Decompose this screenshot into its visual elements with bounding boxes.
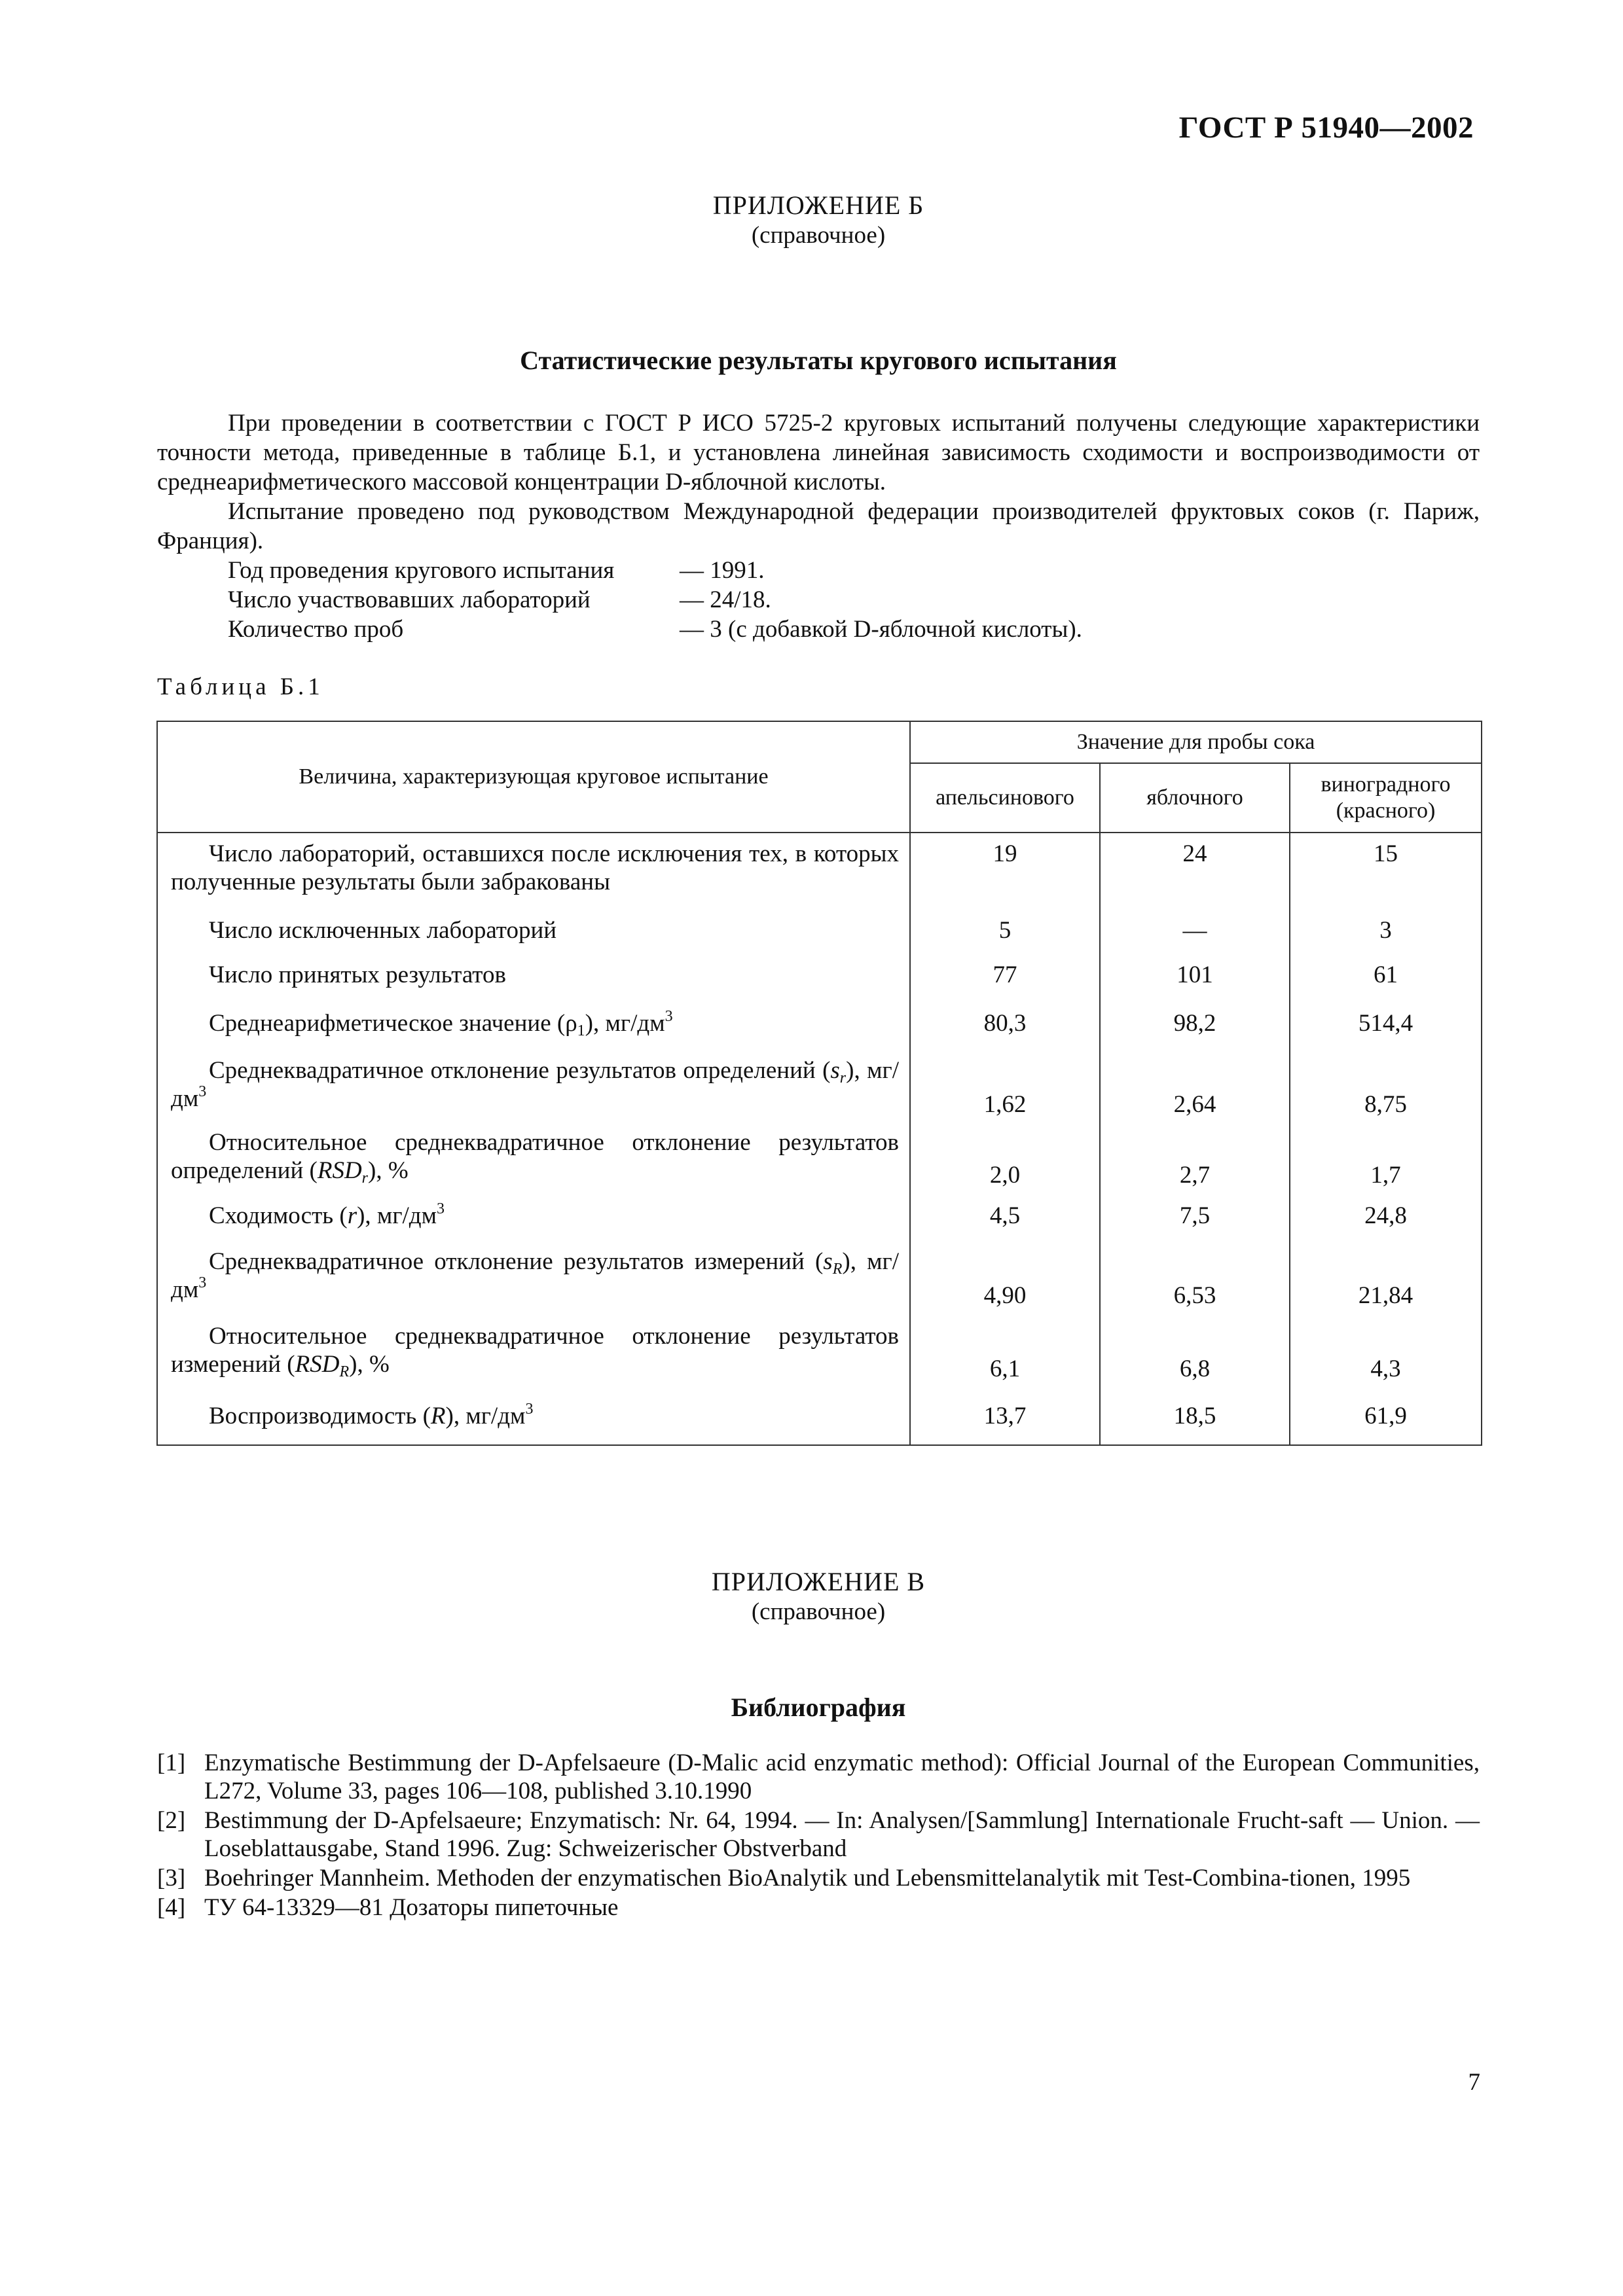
row-label-unit: ), мг/дм [171,1248,899,1303]
table-cell: 24,8 [1290,1193,1482,1238]
appendix-b-title: ПРИЛОЖЕНИЕ Б [712,190,924,220]
table-cell: 3 [1290,908,1482,952]
table-cell: 77 [910,952,1100,997]
appendix-v-subtitle: (справочное) [751,1598,886,1625]
row-label-unit: ), % [349,1351,390,1378]
table-cell: 8,75 [1290,1049,1482,1120]
table-row [157,952,1482,997]
section-title-bibliography: Библиография [731,1693,906,1722]
table-cell: 24 [1100,833,1290,908]
page-number: 7 [1468,2069,1480,2096]
bib-text: Enzymatische Bestimmung der D-Apfelsaeure (D-Malic acid enzymatic method): Official Journal of the European Communities, L272, Volume 33, pages 106—108, published 3.10.1990 [204,1749,1480,1804]
row-label-subscript: R [339,1363,350,1380]
table-cell: 2,7 [1100,1120,1290,1193]
fact-value: — 3 (с добавкой D-яблочной кислоты). [680,616,1082,643]
table-cell: 2,64 [1100,1049,1290,1120]
row-label [157,1049,910,1120]
table-row [157,833,1482,908]
row-label-text: Число лабораторий, оставшихся после исключения тех, в которых полученные результаты были забракованы [171,840,899,895]
row-label-unit: ), % [368,1157,409,1184]
fact-label: Число участвовавших лабораторий [228,586,591,613]
table-cell: 101 [1100,952,1290,997]
list-item [157,1893,1480,1922]
row-label-superscript: 3 [198,1083,207,1100]
table-cell: 6,1 [910,1314,1100,1387]
fact-value: — 1991. [680,557,765,584]
appendix-v-title: ПРИЛОЖЕНИЕ В [711,1567,926,1596]
paragraph-organizer [157,497,1480,556]
list-item [157,1864,1480,1892]
row-label-text: Число исключенных лабораторий [209,916,557,944]
table-cell: 80,3 [910,997,1100,1049]
table-cell: 4,5 [910,1193,1100,1238]
table-cell: 61 [1290,952,1482,997]
row-label-text: Среднеквадратичное отклонение результатов измерений ( [209,1248,824,1275]
table-cell: 13,7 [910,1387,1100,1445]
row-label [157,1387,910,1445]
row-label-text: Воспроизводимость ( [209,1402,431,1429]
table-row [157,997,1482,1049]
table-cell: 15 [1290,833,1482,908]
header-col-grape: виноградного (красного) [1290,763,1482,833]
table-cell: 6,8 [1100,1314,1290,1387]
bib-number: [4] [157,1894,186,1921]
row-label-unit: ), мг/дм [585,1009,665,1037]
table-cell: 5 [910,908,1100,952]
bib-number: [3] [157,1865,186,1892]
row-label-text: Число принятых результатов [209,961,506,988]
fact-label: Количество проб [228,616,404,643]
table-row [157,1387,1482,1445]
row-label-symbol: r [347,1202,357,1229]
row-label-text: Относительное среднеквадратичное отклонение результатов измерений ( [171,1323,899,1378]
row-label-text: Сходимость ( [209,1202,348,1229]
row-label [157,1120,910,1193]
table-cell: 4,3 [1290,1314,1482,1387]
paragraph-intro-text: При проведении в соответствии с ГОСТ Р ИСО 5725-2 круговых испытаний получены следующие характеристики точности метода, приведенные в таблице Б.1, и установлена линейная зависимость сходимости и воспроизводимости от среднеарифметического массовой концентрации D-яблочной кислоты. [157,410,1480,495]
table-row [157,1049,1482,1120]
bib-text: ТУ 64-13329—81 Дозаторы пипеточные [204,1894,619,1921]
document-number: ГОСТ Р 51940—2002 [1178,111,1474,145]
table-row [157,908,1482,952]
row-label [157,833,910,908]
header-sample-group: Значение для пробы сока [910,721,1482,763]
table-cell: 2,0 [910,1120,1100,1193]
list-item [157,1806,1480,1863]
table-cell: 98,2 [1100,997,1290,1049]
table-cell: 4,90 [910,1238,1100,1314]
row-label [157,908,910,952]
list-item [157,1749,1480,1805]
row-label-unit: ), мг/дм [171,1057,899,1112]
row-label-symbol: R [430,1402,446,1429]
row-label-symbol: s [830,1057,840,1084]
header-col-orange: апельсинового [910,763,1100,833]
row-label-text: Среднеквадратичное отклонение результатов определений ( [209,1057,831,1084]
table-row [157,1314,1482,1387]
row-label-text: Относительное среднеквадратичное отклонение результатов определений ( [171,1129,899,1184]
paragraph-intro [157,408,1480,497]
table-row [157,1120,1482,1193]
row-label [157,1193,910,1238]
paragraph-organizer-text: Испытание проведено под руководством Международной федерации производителей фруктовых соков (г. Париж, Франция). [157,498,1480,554]
row-label [157,997,910,1049]
row-label-superscript: 3 [525,1400,534,1418]
table-cell: 7,5 [1100,1193,1290,1238]
bib-text: Bestimmung der D-Apfelsaeure; Enzymatisch: Nr. 64, 1994. — In: Analysen/[Sammlung] Internationale Frucht-saft — Union. — Loseblattausgabe, Stand 1996. Zug: Schweizerischer Obstverband [204,1807,1480,1862]
row-label-text: Среднеарифметическое значение (ρ [209,1009,577,1037]
row-label-symbol: RSD [317,1157,362,1184]
table-cell: 21,84 [1290,1238,1482,1314]
table-cell: 18,5 [1100,1387,1290,1445]
row-label-superscript: 3 [437,1200,445,1217]
bib-text: Boehringer Mannheim. Methoden der enzymatischen BioAnalytik und Lebensmittelanalytik mit Test-Combina-tionen, 1995 [204,1865,1411,1892]
row-label-unit: ), мг/дм [357,1202,437,1229]
header-col-apple: яблочного [1100,763,1290,833]
fact-value: — 24/18. [680,586,771,613]
row-label-subscript: R [832,1261,843,1278]
table-caption: Таблица Б.1 [157,673,324,700]
table-cell: 61,9 [1290,1387,1482,1445]
table-cell: 1,62 [910,1049,1100,1120]
row-label-subscript: 1 [577,1022,585,1039]
bib-number: [1] [157,1749,186,1776]
appendix-b-subtitle: (справочное) [751,222,886,249]
table-cell: 6,53 [1100,1238,1290,1314]
results-table [156,721,1482,1446]
bib-number: [2] [157,1807,186,1834]
table-cell: 19 [910,833,1100,908]
row-label-symbol: s [823,1248,833,1275]
table-cell: — [1100,908,1290,952]
table-cell: 1,7 [1290,1120,1482,1193]
row-label-superscript: 3 [198,1274,207,1291]
row-label-superscript: 3 [665,1007,673,1025]
row-label-symbol: RSD [295,1351,340,1378]
table-cell: 514,4 [1290,997,1482,1049]
row-label [157,952,910,997]
bibliography-list [157,1749,1480,1923]
header-quantity: Величина, характеризующая круговое испытание [157,721,910,833]
row-label-unit: ), мг/дм [445,1402,526,1429]
row-label-subscript: r [361,1170,369,1187]
section-title-statistics: Статистические результаты кругового испытания [520,346,1117,375]
table-row [157,1238,1482,1314]
row-label-subscript: r [839,1069,847,1086]
row-label [157,1314,910,1387]
table-row [157,1193,1482,1238]
row-label [157,1238,910,1314]
fact-label: Год проведения кругового испытания [228,557,615,584]
